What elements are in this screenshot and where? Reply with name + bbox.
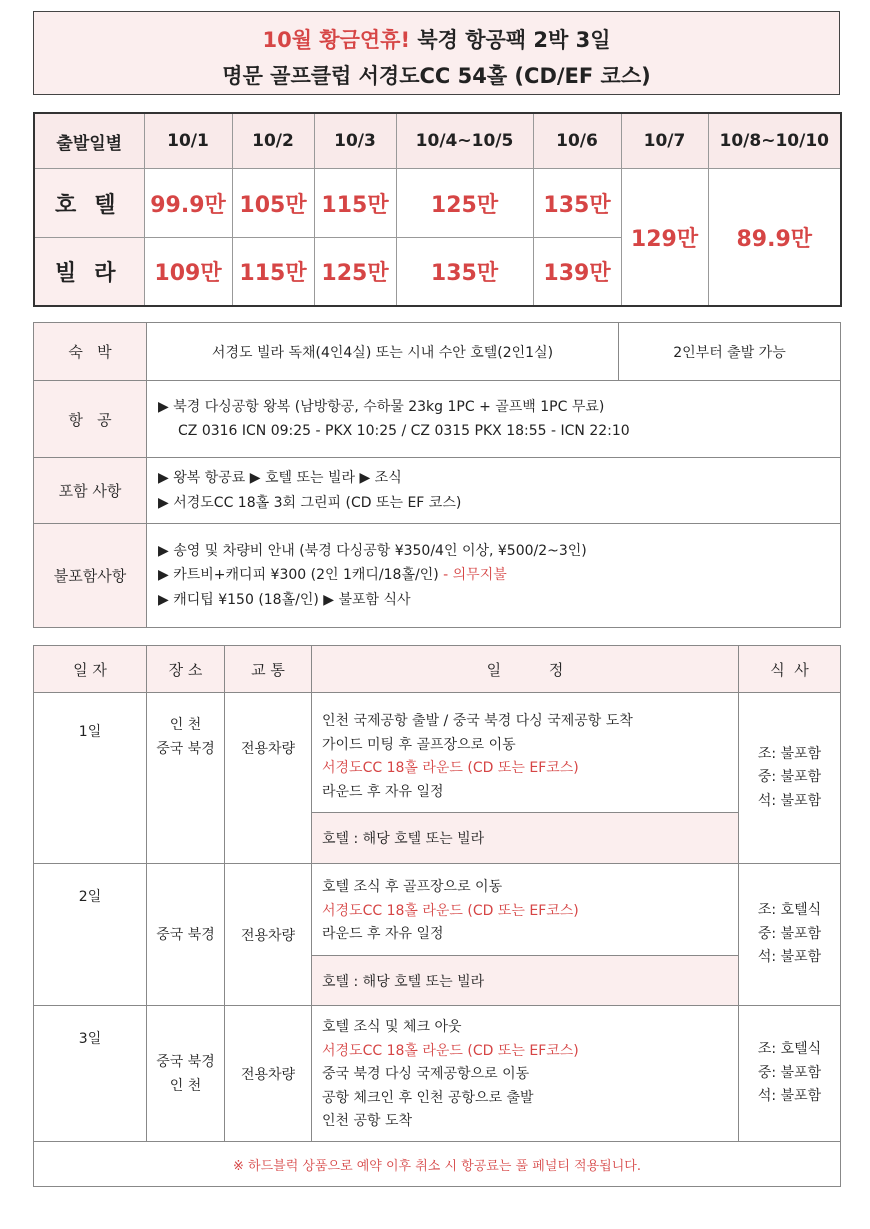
included-row — [34, 458, 841, 524]
date-cell: 10/1 — [144, 113, 232, 169]
day-3-row — [34, 1006, 841, 1142]
itinerary-table — [33, 645, 841, 1187]
hotel-cell: 호텔 : 해당 호텔 또는 빌라 — [312, 956, 739, 1006]
schedule-line: 가이드 미팅 후 골프장으로 이동 — [322, 736, 516, 753]
excluded-content — [147, 524, 841, 628]
departure-date-label: 출발일별 — [34, 113, 144, 169]
meal-cell — [739, 1006, 841, 1142]
meal-cell — [739, 864, 841, 1006]
meal-dinner: 석: 불포함 — [757, 1088, 822, 1105]
meal-breakfast: 조: 호텔식 — [757, 1041, 822, 1058]
header-meal: 식 사 — [739, 646, 841, 693]
day-label: 3일 — [34, 1006, 147, 1142]
day-1-row — [34, 693, 841, 813]
price-cell: 135만 — [396, 238, 533, 307]
hotel-price-row — [34, 169, 841, 238]
included-line-1: ▶ 왕복 항공료 ▶ 호텔 또는 빌라 ▶ 조식 — [158, 470, 402, 486]
date-cell: 10/3 — [314, 113, 396, 169]
villa-label: 빌라 — [34, 238, 144, 307]
place-cell: 중국 북경 — [147, 864, 225, 1006]
price-cell-shared: 89.9만 — [708, 169, 841, 307]
place-cell — [147, 693, 225, 864]
date-cell: 10/2 — [232, 113, 314, 169]
title-line-2: 명문 골프클럽 서경도CC 54홀 (CD/EF 코스) — [222, 64, 651, 88]
schedule-line: 인천 국제공항 출발 / 중국 북경 다싱 국제공항 도착 — [322, 713, 633, 729]
schedule-line-golf: 서경도CC 18홀 라운드 (CD 또는 EF코스) — [322, 902, 579, 919]
stay-min-people: 2인부터 출발 가능 — [619, 323, 841, 381]
stay-text: 서경도 빌라 독채(4인4실) 또는 시내 수안 호텔(2인1실) — [147, 323, 619, 381]
day-label: 1일 — [34, 693, 147, 864]
excluded-line-2-text: ▶ 카트비+캐디피 ¥300 (2인 1캐디/18홀/인) — [158, 567, 439, 584]
schedule-cell — [312, 1006, 739, 1142]
info-table — [33, 322, 841, 628]
transport-cell: 전용차량 — [225, 864, 312, 1006]
price-cell: 115만 — [314, 169, 396, 238]
price-header-row — [34, 113, 841, 169]
meal-dinner: 석: 불포함 — [757, 949, 822, 966]
penalty-note-row — [34, 1142, 841, 1187]
schedule-line: 호텔 조식 및 체크 아웃 — [322, 1019, 462, 1035]
title-highlight: 10월 황금연휴! — [262, 28, 411, 52]
schedule-cell — [312, 864, 739, 956]
schedule-line-golf: 서경도CC 18홀 라운드 (CD 또는 EF코스) — [322, 1042, 579, 1059]
stay-label: 숙 박 — [34, 323, 147, 381]
date-cell: 10/8~10/10 — [708, 113, 841, 169]
excluded-label: 불포함사항 — [34, 524, 147, 628]
flight-content — [147, 381, 841, 458]
flight-line-2: CZ 0316 ICN 09:25 - PKX 10:25 / CZ 0315 PKX 18:55 - ICN 22:10 — [178, 423, 630, 439]
schedule-line: 라운드 후 자유 일정 — [322, 926, 444, 942]
date-cell: 10/7 — [621, 113, 708, 169]
price-cell: 109만 — [144, 238, 232, 307]
price-cell: 135만 — [533, 169, 621, 238]
penalty-note: ※ 하드블럭 상품으로 예약 이후 취소 시 항공료는 풀 페널티 적용됩니다. — [34, 1142, 841, 1187]
price-cell: 115만 — [232, 238, 314, 307]
excluded-line-1: ▶ 송영 및 차량비 안내 (북경 다싱공항 ¥350/4인 이상, ¥500/2~3인) — [158, 542, 587, 559]
header-transport: 교 통 — [225, 646, 312, 693]
hotel-label: 호텔 — [34, 169, 144, 238]
schedule-line: 라운드 후 자유 일정 — [322, 783, 444, 800]
price-cell: 125만 — [314, 238, 396, 307]
flight-line-1: ▶ 북경 다싱공항 왕복 (남방항공, 수하물 23kg 1PC + 골프백 1PC 무료) — [158, 398, 605, 415]
place-line: 중국 북경 — [156, 1053, 215, 1070]
header-schedule: 일 정 — [312, 646, 739, 693]
price-cell: 139만 — [533, 238, 621, 307]
schedule-cell — [312, 693, 739, 813]
transport-cell: 전용차량 — [225, 693, 312, 864]
itinerary-header-row — [34, 646, 841, 693]
schedule-line: 중국 북경 다싱 국제공항으로 이동 — [322, 1066, 530, 1082]
header-place: 장 소 — [147, 646, 225, 693]
price-cell: 105만 — [232, 169, 314, 238]
day-2-row — [34, 864, 841, 956]
schedule-line: 인천 공항 도착 — [322, 1113, 413, 1129]
schedule-line: 호텔 조식 후 골프장으로 이동 — [322, 879, 503, 895]
hotel-cell: 호텔 : 해당 호텔 또는 빌라 — [312, 813, 739, 864]
price-cell: 125만 — [396, 169, 533, 238]
day-label: 2일 — [34, 864, 147, 1006]
meal-lunch: 중: 불포함 — [757, 925, 822, 942]
title-rest: 북경 항공팩 2박 3일 — [410, 28, 611, 52]
mandatory-payment-note: - 의무지불 — [438, 567, 507, 584]
excluded-row — [34, 524, 841, 628]
place-line: 중국 북경 — [156, 741, 215, 757]
schedule-line-golf: 서경도CC 18홀 라운드 (CD 또는 EF코스) — [322, 760, 579, 776]
transport-cell: 전용차량 — [225, 1006, 312, 1142]
excluded-line-2 — [158, 563, 840, 588]
flight-row — [34, 381, 841, 458]
price-cell: 99.9만 — [144, 169, 232, 238]
header-day: 일 자 — [34, 646, 147, 693]
meal-breakfast: 조: 호텔식 — [757, 902, 822, 919]
excluded-line-3: ▶ 캐디팁 ¥150 (18홀/인) ▶ 불포함 식사 — [158, 591, 411, 608]
date-cell: 10/4~10/5 — [396, 113, 533, 169]
included-line-2: ▶ 서경도CC 18홀 3회 그린피 (CD 또는 EF 코스) — [158, 494, 462, 511]
meal-lunch: 중: 불포함 — [757, 769, 822, 786]
schedule-line: 공항 체크인 후 인천 공항으로 출발 — [322, 1089, 534, 1106]
flight-label: 항 공 — [34, 381, 147, 458]
place-cell — [147, 1006, 225, 1142]
title-line-1 — [34, 24, 839, 54]
price-cell-shared: 129만 — [621, 169, 708, 307]
title-banner — [33, 11, 840, 95]
stay-row — [34, 323, 841, 381]
included-content — [147, 458, 841, 524]
date-cell: 10/6 — [533, 113, 621, 169]
meal-cell — [739, 693, 841, 864]
meal-dinner: 석: 불포함 — [757, 792, 822, 809]
meal-lunch: 중: 불포함 — [757, 1064, 822, 1081]
place-line: 인 천 — [169, 717, 202, 733]
meal-breakfast: 조: 불포함 — [757, 745, 822, 762]
place-line: 인 천 — [169, 1077, 202, 1094]
price-table — [33, 112, 842, 307]
included-label: 포함 사항 — [34, 458, 147, 524]
